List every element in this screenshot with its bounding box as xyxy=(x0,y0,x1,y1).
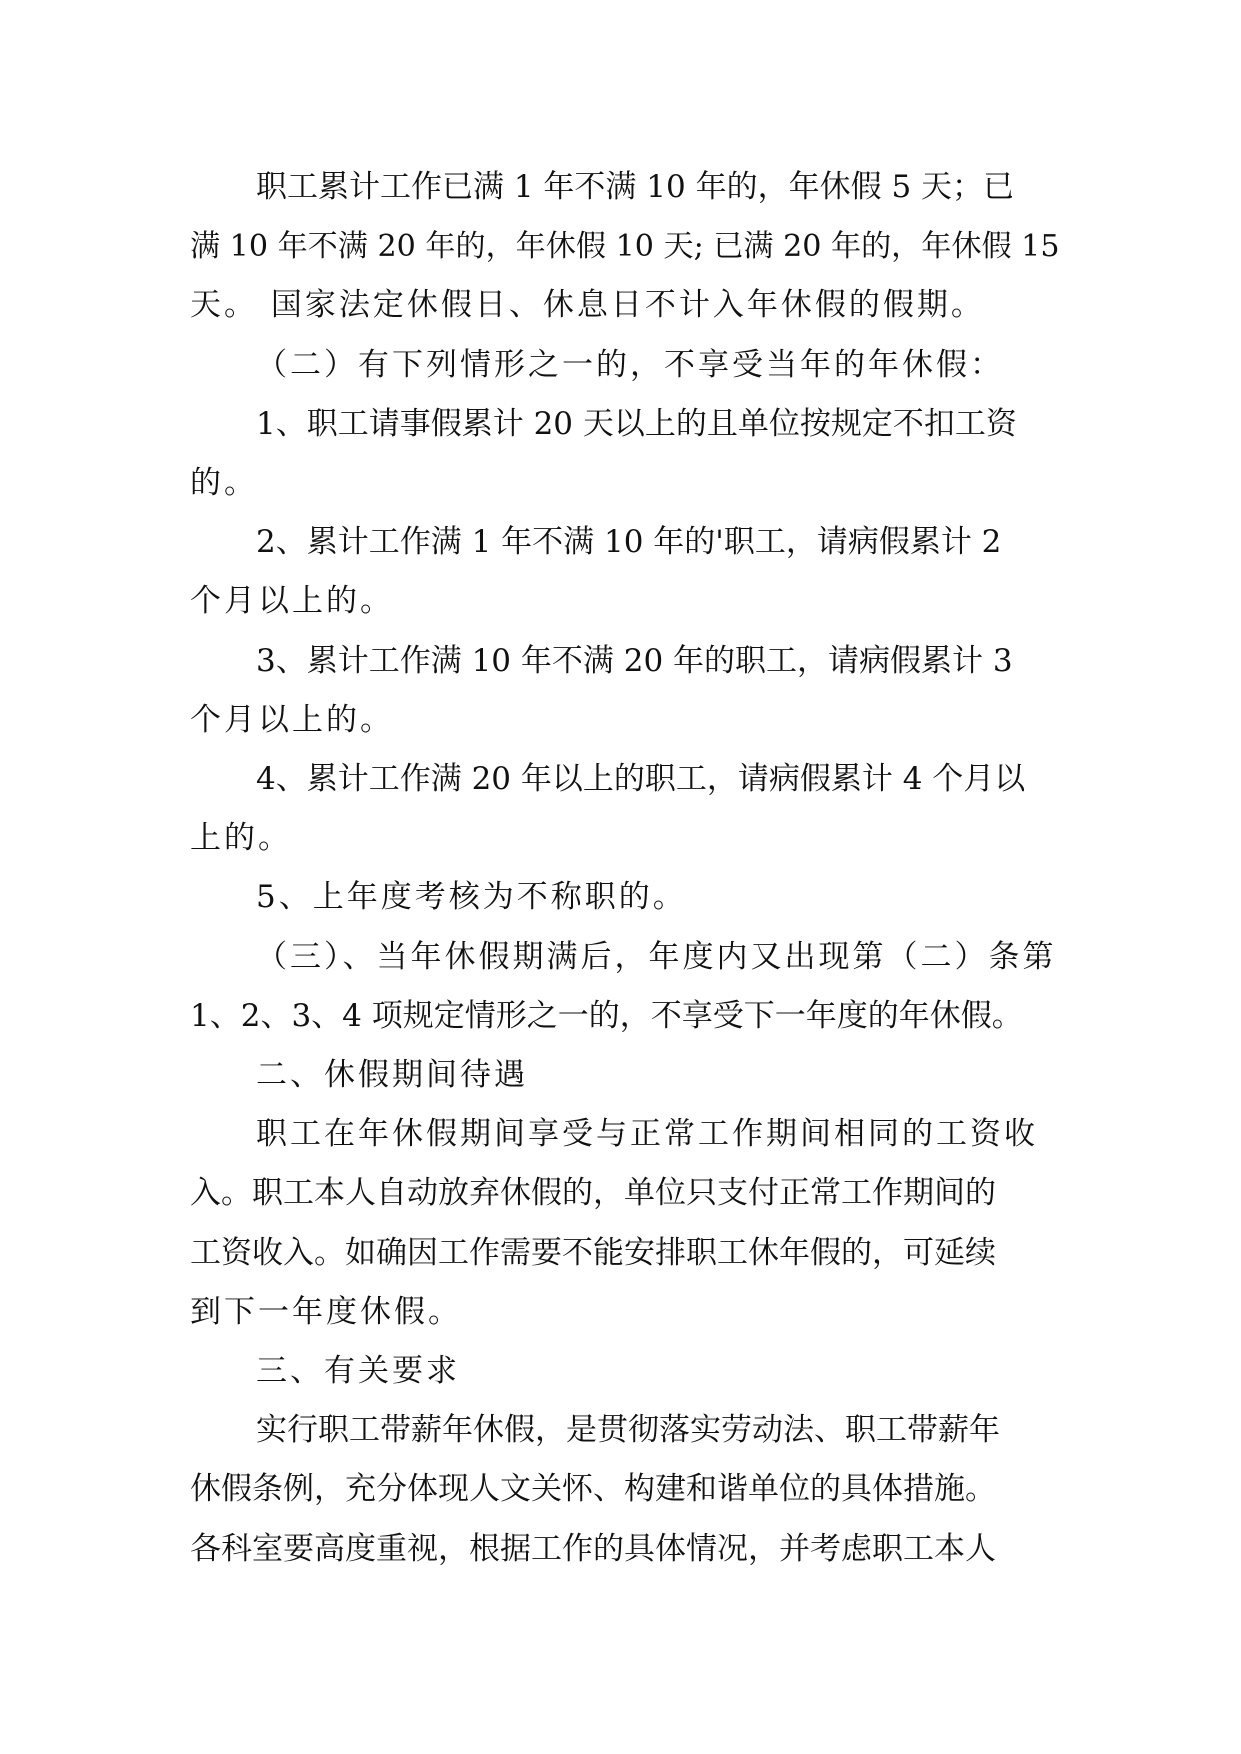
text-line: 3、累计工作满 10 年不满 20 年的职工，请病假累计 3 xyxy=(256,642,1013,679)
text-line: 个月以上的。 xyxy=(190,701,394,738)
text-line: 1、职工请事假累计 20 天以上的且单位按规定不扣工资 xyxy=(256,405,1017,442)
text-line: 5、上年度考核为不称职的。 xyxy=(256,879,687,916)
section-heading: 三、有关要求 xyxy=(256,1353,460,1390)
text-line: 休假条例，充分体现人文关怀、构建和谐单位的具体措施。 xyxy=(190,1471,996,1508)
text-line: 职工在年休假期间享受与正常工作期间相同的工资收 xyxy=(256,1116,1038,1153)
text-line: 1、2、3、4 项规定情形之一的，不享受下一年度的年休假。 xyxy=(190,997,1023,1034)
text-line: （二）有下列情形之一的，不享受当年的年休假： xyxy=(256,346,1004,383)
text-line: 4、累计工作满 20 年以上的职工，请病假累计 4 个月以 xyxy=(256,761,1026,798)
text-line: 各科室要高度重视，根据工作的具体情况，并考虑职工本人 xyxy=(190,1530,996,1567)
text-line: 满 10 年不满 20 年的，年休假 10 天; 已满 20 年的，年休假 15 xyxy=(190,229,1060,265)
document-body xyxy=(190,158,1060,1579)
text-line: 个月以上的。 xyxy=(190,583,394,620)
text-line: 上的。 xyxy=(190,820,292,857)
text-line: （三）、当年休假期满后，年度内又出现第（二）条第 xyxy=(256,938,1057,975)
text-line: 天。 国家法定休假日、休息日不计入年休假的假期。 xyxy=(190,287,985,324)
section-heading: 二、休假期间待遇 xyxy=(256,1057,528,1094)
text-line: 实行职工带薪年休假，是贯彻落实劳动法、职工带薪年 xyxy=(256,1412,1000,1449)
text-line: 入。职工本人自动放弃休假的，单位只支付正常工作期间的 xyxy=(190,1175,996,1212)
text-line: 的。 xyxy=(190,465,258,502)
text-line: 2、累计工作满 1 年不满 10 年的'职工，请病假累计 2 xyxy=(256,524,1002,561)
text-line: 职工累计工作已满 1 年不满 10 年的，年休假 5 天；已 xyxy=(256,169,1015,205)
text-line: 到下一年度休假。 xyxy=(190,1293,462,1330)
text-line: 工资收入。如确因工作需要不能安排职工休年假的，可延续 xyxy=(190,1234,996,1271)
